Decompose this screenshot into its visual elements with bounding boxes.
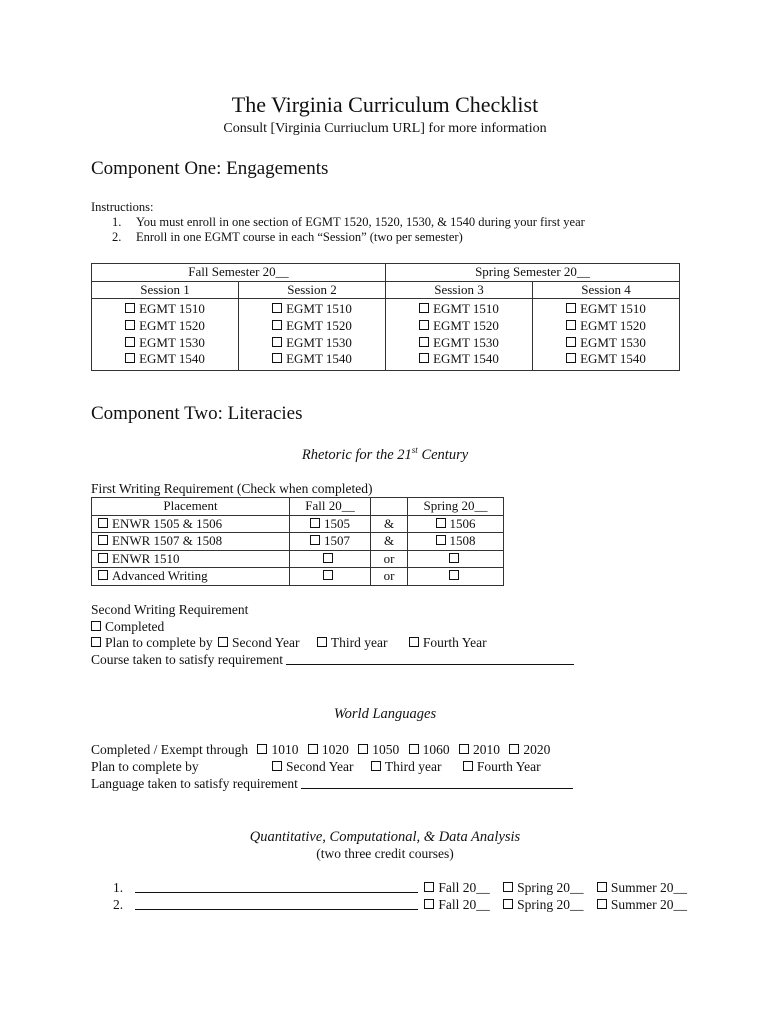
checkbox-icon[interactable]	[98, 570, 108, 580]
checkbox-icon[interactable]	[424, 882, 434, 892]
session-4-courses	[533, 299, 680, 371]
checkbox-icon[interactable]	[308, 744, 318, 754]
course-option[interactable]	[92, 318, 238, 335]
fall-option[interactable]	[290, 533, 371, 551]
course-label: EGMT 1530	[433, 334, 499, 350]
checkbox-icon[interactable]	[419, 337, 429, 347]
placement-label: ENWR 1507 & 1508	[112, 533, 223, 548]
course-label: EGMT 1530	[139, 334, 205, 350]
placement-option[interactable]	[92, 533, 290, 551]
instruction-number: 2.	[112, 230, 122, 244]
placement-label: Advanced Writing	[112, 568, 208, 583]
checkbox-icon[interactable]	[566, 337, 576, 347]
course-option[interactable]	[386, 351, 532, 368]
level-label: 1010	[271, 742, 299, 757]
conjunction: &	[371, 533, 408, 551]
page-subtitle: Consult [Virginia Curriuclum URL] for more information	[223, 121, 547, 136]
instruction-item	[112, 230, 463, 245]
course-option[interactable]	[533, 351, 679, 368]
course-label: EGMT 1510	[580, 301, 646, 316]
rhetoric-heading	[0, 445, 770, 464]
course-label: EGMT 1540	[580, 351, 646, 367]
course-label: EGMT 1510	[139, 301, 205, 316]
checkbox-icon[interactable]	[449, 553, 459, 563]
checkbox-icon[interactable]	[509, 744, 519, 754]
placement-option[interactable]	[92, 515, 290, 533]
checkbox-icon[interactable]	[358, 744, 368, 754]
course-label: EGMT 1520	[433, 317, 499, 333]
course-label: EGMT 1510	[286, 301, 352, 316]
checkbox-icon[interactable]	[91, 621, 101, 631]
session-2-courses	[239, 299, 386, 371]
spring-header: Spring 20__	[408, 498, 504, 516]
plan-option-label: Fourth Year	[476, 759, 541, 774]
course-number: 2.	[113, 897, 124, 912]
placement-option[interactable]	[92, 550, 290, 568]
checkbox-icon[interactable]	[419, 320, 429, 330]
course-label: EGMT 1520	[286, 317, 352, 333]
component-one-heading: Component One: Engagements	[91, 158, 329, 179]
course-label: EGMT 1530	[286, 334, 352, 350]
quantitative-course-row	[113, 880, 687, 896]
course-option[interactable]	[239, 318, 385, 335]
checkbox-icon[interactable]	[310, 518, 320, 528]
wl-plan-options	[272, 759, 541, 775]
checkbox-icon[interactable]	[436, 518, 446, 528]
wl-plan-label: Plan to complete by	[91, 759, 199, 774]
course-taken-label: Course taken to satisfy requirement	[91, 652, 283, 667]
course-label: EGMT 1540	[433, 351, 499, 367]
course-option[interactable]	[239, 335, 385, 352]
engagements-table	[91, 263, 680, 371]
conjunction: &	[371, 515, 408, 533]
course-option[interactable]	[386, 301, 532, 318]
checkbox-icon[interactable]	[98, 553, 108, 563]
quantitative-heading: Quantitative, Computational, & Data Analysis	[249, 829, 521, 845]
course-option[interactable]	[92, 335, 238, 352]
fall-option[interactable]	[290, 515, 371, 533]
completed-exempt-row	[91, 742, 550, 758]
conj-header	[371, 498, 408, 516]
checkbox-icon[interactable]	[310, 535, 320, 545]
checkbox-icon[interactable]	[125, 337, 135, 347]
level-label: 1020	[321, 742, 349, 757]
placement-option[interactable]	[92, 568, 290, 586]
checkbox-icon[interactable]	[566, 353, 576, 363]
term-label: Fall 20__	[438, 897, 490, 912]
checkbox-icon[interactable]	[566, 303, 576, 313]
course-label: EGMT 1510	[433, 301, 499, 316]
level-label: 2010	[472, 742, 500, 757]
course-label: EGMT 1520	[580, 317, 646, 333]
checkbox-icon[interactable]	[272, 303, 282, 313]
course-label: EGMT 1530	[580, 334, 646, 350]
course-option[interactable]	[92, 351, 238, 368]
checkbox-icon[interactable]	[98, 518, 108, 528]
checkbox-icon[interactable]	[463, 761, 473, 771]
rhetoric-heading-sup: st	[411, 445, 418, 455]
checkbox-icon[interactable]	[125, 320, 135, 330]
term-label: Spring 20__	[517, 897, 584, 912]
course-label: EGMT 1520	[139, 317, 205, 333]
checkbox-icon[interactable]	[419, 353, 429, 363]
course-option[interactable]	[239, 351, 385, 368]
level-label: 1050	[372, 742, 400, 757]
instruction-text: Enroll in one EGMT course in each “Session” (two per semester)	[136, 230, 463, 244]
second-writing-requirement-label: Second Writing Requirement	[91, 602, 249, 617]
course-name-field[interactable]	[135, 892, 418, 893]
checkbox-icon[interactable]	[272, 337, 282, 347]
term-label: Spring 20__	[517, 880, 584, 895]
course-taken-row	[91, 652, 574, 668]
checkbox-icon[interactable]	[257, 744, 267, 754]
first-writing-requirement-label: First Writing Requirement (Check when completed)	[91, 481, 373, 496]
checkbox-icon[interactable]	[371, 761, 381, 771]
page-title: The Virginia Curriculum Checklist	[231, 92, 539, 117]
language-taken-label: Language taken to satisfy requirement	[91, 776, 298, 791]
session-header: Session 4	[533, 281, 680, 299]
plan-option-label: Third year	[384, 759, 442, 774]
plan-to-complete-row	[91, 635, 487, 651]
course-option[interactable]	[239, 301, 385, 318]
language-taken-row	[91, 776, 573, 792]
instructions-label: Instructions:	[91, 200, 154, 214]
spring-option[interactable]	[408, 568, 504, 586]
spring-option[interactable]	[408, 550, 504, 568]
session-1-courses	[92, 299, 239, 371]
world-languages-heading: World Languages	[333, 706, 437, 722]
conjunction: or	[371, 568, 408, 586]
checkbox-icon[interactable]	[272, 353, 282, 363]
placement-header: Placement	[92, 498, 290, 516]
checkbox-icon[interactable]	[323, 570, 333, 580]
course-number: 1.	[113, 880, 124, 895]
semester-header-fall: Fall Semester 20__	[92, 264, 386, 282]
spring-course: 1508	[449, 533, 476, 548]
rhetoric-heading-text: Rhetoric for the 21	[301, 446, 412, 463]
fall-option[interactable]	[290, 550, 371, 568]
language-taken-field[interactable]	[301, 788, 573, 789]
checkbox-icon[interactable]	[419, 303, 429, 313]
course-option[interactable]	[386, 318, 532, 335]
checkbox-icon[interactable]	[459, 744, 469, 754]
checkbox-icon[interactable]	[436, 535, 446, 545]
rhetoric-heading-end: Century	[417, 446, 469, 463]
first-writing-table	[91, 497, 504, 586]
checkbox-icon[interactable]	[424, 899, 434, 909]
instruction-text: You must enroll in one section of EGMT 1520, 1520, 1530, & 1540 during your first year	[136, 215, 585, 229]
course-taken-field[interactable]	[286, 664, 574, 665]
component-two-heading: Component Two: Literacies	[91, 403, 303, 424]
checkbox-icon[interactable]	[597, 882, 607, 892]
course-option[interactable]	[533, 301, 679, 318]
instruction-number: 1.	[112, 215, 122, 229]
plan-option-label: Second Year	[231, 635, 300, 650]
fall-course: 1505	[324, 515, 350, 531]
course-option[interactable]	[533, 335, 679, 352]
term-label: Summer 20__	[610, 897, 688, 912]
plan-option-label: Second Year	[286, 759, 354, 774]
course-name-field[interactable]	[135, 909, 418, 910]
term-label: Fall 20__	[438, 880, 490, 895]
checkbox-icon[interactable]	[503, 882, 513, 892]
session-header: Session 2	[239, 281, 386, 299]
checkbox-icon[interactable]	[272, 761, 282, 771]
checkbox-icon[interactable]	[317, 637, 327, 647]
plan-label: Plan to complete by	[105, 635, 213, 650]
plan-option-label: Third year	[330, 635, 388, 650]
spring-option[interactable]	[408, 533, 504, 551]
checkbox-icon[interactable]	[409, 744, 419, 754]
checkbox-icon[interactable]	[597, 899, 607, 909]
session-header: Session 1	[92, 281, 239, 299]
checkbox-icon[interactable]	[449, 570, 459, 580]
level-label: 2020	[523, 742, 551, 757]
quantitative-subheading: (two three credit courses)	[316, 846, 454, 861]
checkbox-icon[interactable]	[503, 899, 513, 909]
session-3-courses	[386, 299, 533, 371]
fall-header: Fall 20__	[290, 498, 371, 516]
course-option[interactable]	[533, 318, 679, 335]
fall-option[interactable]	[290, 568, 371, 586]
checkbox-icon[interactable]	[272, 320, 282, 330]
instruction-item	[112, 215, 585, 230]
completed-exempt-label: Completed / Exempt through	[91, 742, 249, 757]
course-option[interactable]	[386, 335, 532, 352]
placement-label: ENWR 1505 & 1506	[112, 515, 223, 531]
conjunction: or	[371, 550, 408, 568]
checkbox-icon[interactable]	[566, 320, 576, 330]
course-label: EGMT 1540	[139, 351, 205, 367]
term-label: Summer 20__	[610, 880, 688, 895]
checkbox-icon[interactable]	[409, 637, 419, 647]
fall-course: 1507	[324, 533, 350, 548]
checkbox-icon[interactable]	[323, 553, 333, 563]
session-header: Session 3	[386, 281, 533, 299]
checkbox-icon[interactable]	[125, 353, 135, 363]
spring-option[interactable]	[408, 515, 504, 533]
spring-course: 1506	[449, 515, 476, 531]
quantitative-course-row	[113, 897, 687, 913]
placement-label: ENWR 1510	[112, 550, 180, 566]
completed-option[interactable]	[91, 619, 164, 635]
checkbox-icon[interactable]	[218, 637, 228, 647]
completed-label: Completed	[105, 619, 165, 634]
checkbox-icon[interactable]	[91, 637, 101, 647]
course-label: EGMT 1540	[286, 351, 352, 367]
checkbox-icon[interactable]	[98, 535, 108, 545]
level-label: 1060	[422, 742, 450, 757]
plan-option-label: Fourth Year	[422, 635, 487, 650]
semester-header-spring: Spring Semester 20__	[386, 264, 680, 282]
course-option[interactable]	[92, 301, 238, 318]
checkbox-icon[interactable]	[125, 303, 135, 313]
